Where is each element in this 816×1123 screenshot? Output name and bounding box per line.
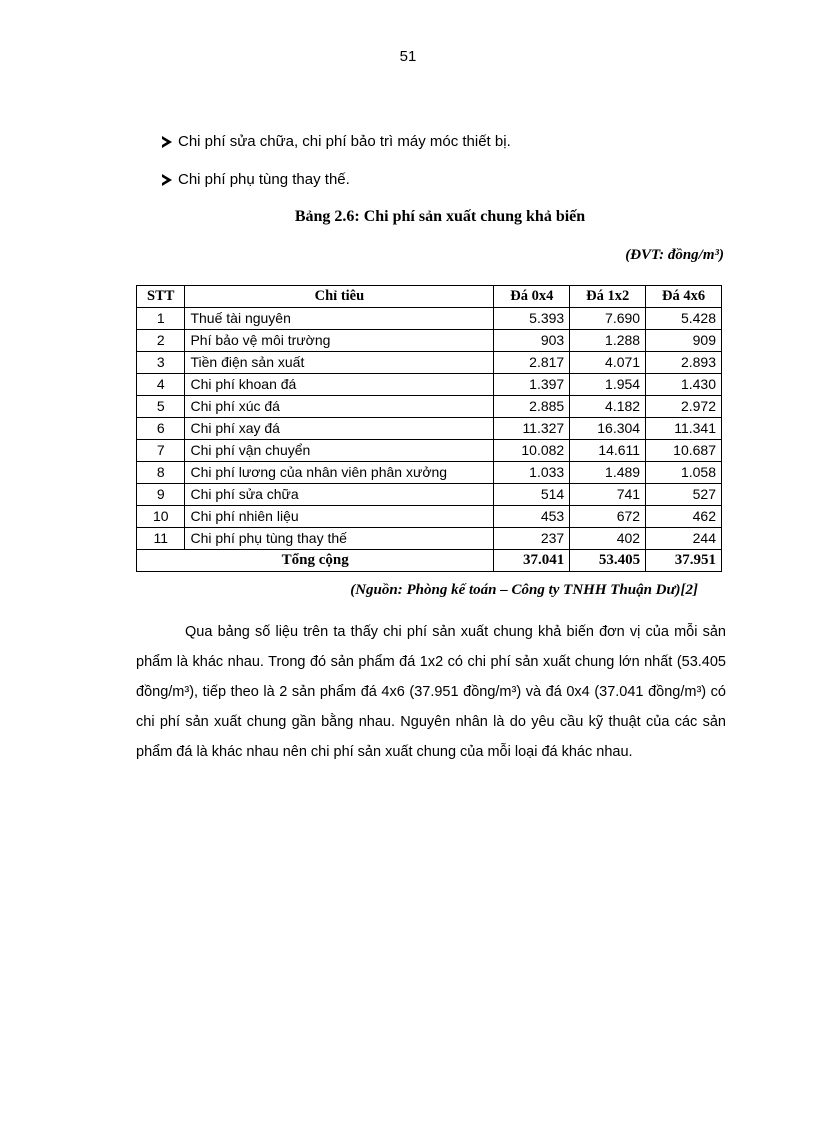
header-da-1x2: Đá 1x2 <box>570 286 646 308</box>
cell-item: Tiền điện sản xuất <box>185 352 494 374</box>
cell-stt: 7 <box>137 440 185 462</box>
header-da-0x4: Đá 0x4 <box>494 286 570 308</box>
cell-da-0x4: 10.082 <box>494 440 570 462</box>
cell-da-1x2: 1.489 <box>570 462 646 484</box>
cell-da-4x6: 462 <box>646 506 722 528</box>
cell-stt: 2 <box>137 330 185 352</box>
cell-da-4x6: 5.428 <box>646 308 722 330</box>
bullet-text: Chi phí sửa chữa, chi phí bảo trì máy móc thiết bị. <box>178 133 511 150</box>
analysis-paragraph: Qua bảng số liệu trên ta thấy chi phí sản xuất chung khả biến đơn vị của mỗi sản phẩm là khác nhau. Trong đó sản phẩm đá 1x2 có chi phí sản xuất chung lớn nhất (53.405 đồng/m³), tiếp theo là 2 sản phẩm đá 4x6 (37.951 đồng/m³) và đá 0x4 (37.041 đồng/m³) có chi phí sản xuất chung gần bằng nhau. Nguyên nhân là do yêu cầu kỹ thuật của các sản phẩm đá là khác nhau nên chi phí sản xuất chung của mỗi loại đá khác nhau. <box>136 624 726 760</box>
cell-da-0x4: 514 <box>494 484 570 506</box>
table-row <box>137 528 722 550</box>
total-row <box>137 550 722 572</box>
cell-stt: 8 <box>137 462 185 484</box>
source-note: (Nguồn: Phòng kế toán – Công ty TNHH Thuận Dư)[2] <box>350 582 698 598</box>
arrow-bullet-icon <box>162 136 172 148</box>
cell-da-0x4: 1.033 <box>494 462 570 484</box>
cell-da-1x2: 1.954 <box>570 374 646 396</box>
table-title: Bảng 2.6: Chi phí sản xuất chung khả biến <box>294 208 586 225</box>
cell-item: Thuế tài nguyên <box>185 308 494 330</box>
cell-da-4x6: 527 <box>646 484 722 506</box>
cell-stt: 5 <box>137 396 185 418</box>
table-row <box>137 506 722 528</box>
cell-item: Chi phí lương của nhân viên phân xưởng <box>185 462 494 484</box>
cell-da-1x2: 1.288 <box>570 330 646 352</box>
cell-stt: 10 <box>137 506 185 528</box>
cell-da-1x2: 16.304 <box>570 418 646 440</box>
table-row <box>137 418 722 440</box>
page-number: 51 <box>399 48 417 65</box>
table-header-row <box>137 286 722 308</box>
cell-item: Chi phí xúc đá <box>185 396 494 418</box>
cell-item: Chi phí khoan đá <box>185 374 494 396</box>
cell-da-1x2: 402 <box>570 528 646 550</box>
total-da-0x4: 37.041 <box>494 550 570 572</box>
cell-da-4x6: 244 <box>646 528 722 550</box>
cell-da-0x4: 2.817 <box>494 352 570 374</box>
cell-da-0x4: 453 <box>494 506 570 528</box>
table-row <box>137 374 722 396</box>
table-row <box>137 396 722 418</box>
table-row <box>137 484 722 506</box>
cell-stt: 9 <box>137 484 185 506</box>
bullet-text: Chi phí phụ tùng thay thế. <box>178 171 350 188</box>
cell-stt: 11 <box>137 528 185 550</box>
total-da-1x2: 53.405 <box>570 550 646 572</box>
cell-da-0x4: 5.393 <box>494 308 570 330</box>
table-row <box>137 352 722 374</box>
cell-da-4x6: 909 <box>646 330 722 352</box>
arrow-bullet-icon <box>162 174 172 186</box>
cell-da-4x6: 10.687 <box>646 440 722 462</box>
cell-da-0x4: 2.885 <box>494 396 570 418</box>
table-row <box>137 330 722 352</box>
header-da-4x6: Đá 4x6 <box>646 286 722 308</box>
cell-da-1x2: 4.182 <box>570 396 646 418</box>
table-row <box>137 440 722 462</box>
total-da-4x6: 37.951 <box>646 550 722 572</box>
cell-stt: 1 <box>137 308 185 330</box>
cost-table <box>136 285 722 572</box>
cell-da-4x6: 1.058 <box>646 462 722 484</box>
unit-label: (ĐVT: đồng/m³) <box>625 247 724 263</box>
bullet-item <box>162 171 350 188</box>
cell-stt: 4 <box>137 374 185 396</box>
cell-item: Chi phí phụ tùng thay thế <box>185 528 494 550</box>
cell-da-0x4: 1.397 <box>494 374 570 396</box>
cell-da-1x2: 7.690 <box>570 308 646 330</box>
table-row <box>137 308 722 330</box>
cell-da-4x6: 11.341 <box>646 418 722 440</box>
cell-stt: 6 <box>137 418 185 440</box>
cell-item: Chi phí xay đá <box>185 418 494 440</box>
cell-da-0x4: 237 <box>494 528 570 550</box>
cell-da-1x2: 14.611 <box>570 440 646 462</box>
header-item: Chỉ tiêu <box>185 286 494 308</box>
cell-stt: 3 <box>137 352 185 374</box>
header-stt: STT <box>137 286 185 308</box>
bullet-item <box>162 133 511 150</box>
cell-da-4x6: 2.893 <box>646 352 722 374</box>
cell-da-1x2: 4.071 <box>570 352 646 374</box>
table-row <box>137 462 722 484</box>
cell-da-0x4: 903 <box>494 330 570 352</box>
cell-da-1x2: 672 <box>570 506 646 528</box>
cell-da-4x6: 2.972 <box>646 396 722 418</box>
table-body <box>137 308 722 550</box>
cell-da-0x4: 11.327 <box>494 418 570 440</box>
total-label: Tổng cộng <box>137 550 494 572</box>
cell-item: Chi phí sửa chữa <box>185 484 494 506</box>
cell-item: Chi phí vận chuyển <box>185 440 494 462</box>
cell-da-1x2: 741 <box>570 484 646 506</box>
cell-da-4x6: 1.430 <box>646 374 722 396</box>
cell-item: Chi phí nhiên liệu <box>185 506 494 528</box>
cell-item: Phí bảo vệ môi trường <box>185 330 494 352</box>
